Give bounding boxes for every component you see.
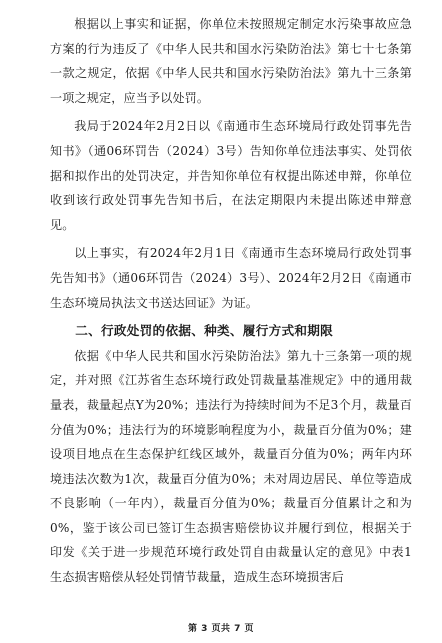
paragraph-evidence: 以上事实，有2024年2月1日《南通市生态环境局行政处罚事先告知书》（通06环罚告（2024）3号）、2024年2月2日《南通市生态环境局执法文书送达回证》为证。 [50,246,412,310]
paragraph-penalty-basis: 依据《中华人民共和国水污染防治法》第九十三条第一项的规定，并对照《江苏省生态环境行政处罚裁量基准规定》中的通用裁量表，裁量起点Y为20%；违法行为持续时间为不足3个月，裁量百分值为0%；违法行为的环境影响程度为小，裁量百分值为0%；建设项目地点在生态保护红线区域外，裁量百分值为0%；两年内环境违法次数为1次，裁量百分值为0%；未对周边居民、单位等造成不良影响（一年内），裁量百分值为0%；裁量百分值累计之和为0%，鉴于该公司已签订生态损害赔偿协议并履行到位，根据关于印发《关于进一步规范环境行政处罚自由裁量认定的意见》中表1生态损害赔偿从轻处罚情节裁量，造成生态环境损害后 [50,348,412,585]
page-number: 第 3 页共 7 页 [187,624,255,634]
document-body [50,12,412,590]
paragraph-notice: 我局于2024年2月2日以《南通市生态环境局行政处罚事先告知书》（通06环罚告（2024）3号）告知你单位违法事实、处罚依据和拟作出的处罚决定，并告知你单位有权提出陈述申辩，你单位收到该行政处罚事先告知书后，在法定期限内未提出陈述申辩意见。 [50,119,412,232]
paragraph-violation: 根据以上事实和证据，你单位未按照规定制定水污染事故应急方案的行为违反了《中华人民共和国水污染防治法》第七十七条第一款之规定，依据《中华人民共和国水污染防治法》第九十三条第一项之规定，应当予以处罚。 [50,17,412,105]
section-heading: 二、行政处罚的依据、种类、履行方式和期限 [75,323,334,339]
